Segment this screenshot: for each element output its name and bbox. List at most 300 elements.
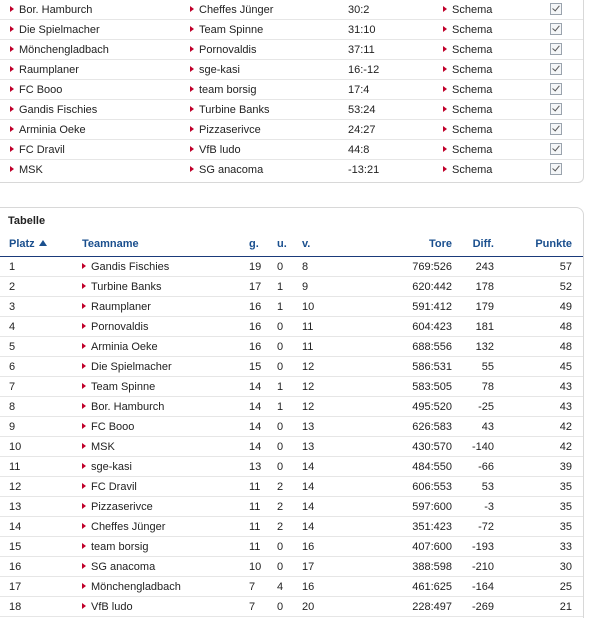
schema-label: Schema — [452, 104, 493, 116]
link-arrow-icon — [10, 46, 14, 52]
rank-cell: 4 — [9, 321, 16, 333]
team-name: Die Spielmacher — [91, 361, 172, 373]
goals-cell: 430:570 — [412, 441, 452, 453]
draws-cell: 0 — [277, 441, 284, 453]
draws-cell: 0 — [277, 561, 284, 573]
goals-cell: 586:531 — [412, 361, 452, 373]
points-cell: 52 — [559, 281, 572, 293]
link-arrow-icon — [443, 26, 447, 32]
team-name: Raumplaner — [91, 301, 151, 313]
link-arrow-icon — [10, 126, 14, 132]
link-arrow-icon — [82, 503, 86, 509]
away-team-name: VfB ludo — [199, 144, 241, 156]
games-cell: 7 — [249, 581, 256, 593]
table-row — [0, 397, 583, 417]
diff-cell: -210 — [471, 561, 494, 573]
diff-cell: 53 — [481, 481, 494, 493]
standings-body — [0, 257, 583, 617]
fixture-row — [0, 140, 583, 160]
home-team-name: Gandis Fischies — [19, 104, 98, 116]
table-row — [0, 357, 583, 377]
table-row — [0, 577, 583, 597]
rank-cell: 5 — [9, 341, 16, 353]
losses-cell: 10 — [302, 301, 315, 313]
home-team-name: Arminia Oeke — [19, 124, 86, 136]
link-arrow-icon — [82, 423, 86, 429]
games-cell: 14 — [249, 421, 262, 433]
link-arrow-icon — [82, 283, 86, 289]
link-arrow-icon — [190, 166, 194, 172]
games-cell: 14 — [249, 401, 262, 413]
link-arrow-icon — [190, 146, 194, 152]
losses-cell: 11 — [302, 341, 314, 353]
games-cell: 13 — [249, 461, 262, 473]
team-name: Team Spinne — [91, 381, 156, 393]
link-arrow-icon — [82, 443, 86, 449]
link-arrow-icon — [10, 146, 14, 152]
home-team-link[interactable] — [10, 84, 62, 96]
games-cell: 11 — [249, 521, 261, 533]
table-row — [0, 557, 583, 577]
away-team-name: Pizzaserivce — [199, 124, 261, 136]
losses-cell: 20 — [302, 601, 315, 613]
games-cell: 10 — [249, 561, 262, 573]
match-score: 30:2 — [348, 4, 370, 16]
goals-cell: 606:553 — [412, 481, 452, 493]
rank-cell: 15 — [9, 541, 22, 553]
away-team-name: Turbine Banks — [199, 104, 270, 116]
rank-cell: 11 — [9, 461, 21, 473]
team-name: SG anacoma — [91, 561, 156, 573]
goals-cell: 461:625 — [412, 581, 452, 593]
goals-cell: 591:412 — [412, 301, 452, 313]
draws-cell: 2 — [277, 501, 284, 513]
games-cell: 17 — [249, 281, 262, 293]
team-name: sge-kasi — [91, 461, 132, 473]
points-cell: 42 — [559, 421, 572, 433]
rank-cell: 18 — [9, 601, 22, 613]
losses-cell: 16 — [302, 541, 315, 553]
points-cell: 25 — [559, 581, 572, 593]
away-team-link[interactable] — [190, 164, 263, 176]
losses-cell: 13 — [302, 421, 315, 433]
team-link[interactable] — [82, 401, 164, 413]
checkbox-icon[interactable] — [550, 123, 562, 135]
home-team-name: Raumplaner — [19, 64, 79, 76]
points-cell: 48 — [559, 341, 572, 353]
diff-cell: -72 — [478, 521, 494, 533]
link-arrow-icon — [82, 563, 86, 569]
table-row — [0, 517, 583, 537]
team-name: Bor. Hamburch — [91, 401, 165, 413]
team-name: Pizzaserivce — [91, 501, 153, 513]
schema-link[interactable] — [443, 24, 492, 36]
table-row — [0, 317, 583, 337]
link-arrow-icon — [82, 303, 86, 309]
goals-cell: 769:526 — [412, 261, 452, 273]
draws-cell: 2 — [277, 481, 284, 493]
link-arrow-icon — [10, 106, 14, 112]
games-cell: 19 — [249, 261, 262, 273]
draws-cell: 0 — [277, 361, 284, 373]
link-arrow-icon — [82, 263, 86, 269]
team-name: Arminia Oeke — [91, 341, 158, 353]
rank-cell: 13 — [9, 501, 22, 513]
draws-cell: 0 — [277, 321, 284, 333]
link-arrow-icon — [82, 603, 86, 609]
link-arrow-icon — [190, 46, 194, 52]
checkbox-icon[interactable] — [550, 163, 562, 175]
link-arrow-icon — [82, 523, 86, 529]
team-link[interactable] — [82, 341, 158, 353]
team-link[interactable] — [82, 261, 169, 273]
points-cell: 57 — [559, 261, 572, 273]
link-arrow-icon — [82, 543, 86, 549]
draws-cell: 0 — [277, 601, 284, 613]
losses-cell: 16 — [302, 581, 315, 593]
link-arrow-icon — [443, 146, 447, 152]
away-team-link[interactable] — [190, 64, 240, 76]
home-team-link[interactable] — [10, 164, 43, 176]
table-row — [0, 537, 583, 557]
team-name: MSK — [91, 441, 115, 453]
away-team-link[interactable] — [190, 104, 270, 116]
checkbox-icon[interactable] — [550, 3, 562, 15]
sort-points-header[interactable]: Punkte — [535, 238, 572, 250]
team-link[interactable] — [82, 441, 115, 453]
rank-cell: 12 — [9, 481, 22, 493]
away-team-link[interactable] — [190, 4, 273, 16]
link-arrow-icon — [10, 26, 14, 32]
losses-cell: 13 — [302, 441, 315, 453]
draws-cell: 1 — [277, 401, 284, 413]
checkbox-icon[interactable] — [550, 103, 562, 115]
away-team-name: sge-kasi — [199, 64, 240, 76]
games-cell: 15 — [249, 361, 262, 373]
table-row — [0, 337, 583, 357]
home-team-name: Bor. Hamburch — [19, 4, 93, 16]
rank-cell: 16 — [9, 561, 22, 573]
diff-cell: 43 — [481, 421, 494, 433]
team-link[interactable] — [82, 421, 134, 433]
sort-games-header[interactable]: g. — [249, 238, 259, 250]
fixtures-list — [0, 0, 584, 183]
team-link[interactable] — [82, 461, 132, 473]
schema-label: Schema — [452, 24, 493, 36]
away-team-link[interactable] — [190, 124, 261, 136]
points-cell: 49 — [559, 301, 572, 313]
home-team-link[interactable] — [10, 144, 65, 156]
link-arrow-icon — [443, 106, 447, 112]
draws-cell: 2 — [277, 521, 284, 533]
checkbox-icon[interactable] — [550, 143, 562, 155]
games-cell: 16 — [249, 301, 262, 313]
diff-cell: 132 — [475, 341, 494, 353]
points-cell: 45 — [559, 361, 572, 373]
schema-link[interactable] — [443, 104, 492, 116]
diff-cell: 55 — [481, 361, 494, 373]
away-team-link[interactable] — [190, 24, 263, 36]
schema-label: Schema — [452, 164, 493, 176]
rank-cell: 7 — [9, 381, 16, 393]
points-cell: 33 — [559, 541, 572, 553]
link-arrow-icon — [443, 126, 447, 132]
draws-cell: 1 — [277, 381, 284, 393]
team-name: FC Booo — [91, 421, 135, 433]
sort-goals-header[interactable]: Tore — [428, 238, 452, 250]
rank-cell: 8 — [9, 401, 16, 413]
away-team-link[interactable] — [190, 84, 256, 96]
losses-cell: 12 — [302, 401, 315, 413]
team-link[interactable] — [82, 521, 165, 533]
points-cell: 39 — [559, 461, 572, 473]
draws-cell: 4 — [277, 581, 284, 593]
standings-title: Tabelle — [8, 215, 46, 227]
link-arrow-icon — [443, 166, 447, 172]
schema-link[interactable] — [443, 144, 492, 156]
goals-cell: 407:600 — [412, 541, 452, 553]
fixture-row — [0, 120, 583, 140]
diff-cell: 178 — [475, 281, 494, 293]
goals-cell: 388:598 — [412, 561, 452, 573]
fixture-row — [0, 60, 583, 80]
points-cell: 30 — [559, 561, 572, 573]
games-cell: 11 — [249, 541, 261, 553]
team-name: VfB ludo — [91, 601, 133, 613]
schema-label: Schema — [452, 84, 493, 96]
draws-cell: 0 — [277, 421, 284, 433]
link-arrow-icon — [10, 166, 14, 172]
fixture-row — [0, 0, 583, 20]
table-row — [0, 497, 583, 517]
away-team-name: SG anacoma — [199, 164, 264, 176]
standings-header — [0, 236, 583, 257]
link-arrow-icon — [82, 343, 86, 349]
link-arrow-icon — [82, 383, 86, 389]
diff-cell: 179 — [475, 301, 494, 313]
link-arrow-icon — [82, 403, 86, 409]
draws-cell: 0 — [277, 341, 284, 353]
games-cell: 14 — [249, 441, 262, 453]
team-link[interactable] — [82, 501, 153, 513]
games-cell: 16 — [249, 321, 262, 333]
link-arrow-icon — [82, 463, 86, 469]
match-score: 44:8 — [348, 144, 370, 156]
table-row — [0, 417, 583, 437]
platz-header-label: Platz — [9, 238, 35, 250]
schema-link[interactable] — [443, 64, 492, 76]
checkbox-icon[interactable] — [550, 63, 562, 75]
losses-cell: 12 — [302, 381, 315, 393]
fixture-row — [0, 20, 583, 40]
goals-cell: 484:550 — [412, 461, 452, 473]
sort-losses-header[interactable]: v. — [302, 238, 311, 250]
home-team-name: FC Booo — [19, 84, 63, 96]
link-arrow-icon — [443, 66, 447, 72]
away-team-name: team borsig — [199, 84, 257, 96]
points-cell: 42 — [559, 441, 572, 453]
rank-cell: 2 — [9, 281, 16, 293]
schema-label: Schema — [452, 144, 493, 156]
schema-label: Schema — [452, 124, 493, 136]
team-name: FC Dravil — [91, 481, 137, 493]
link-arrow-icon — [443, 86, 447, 92]
home-team-name: Die Spielmacher — [19, 24, 100, 36]
draws-cell: 1 — [277, 301, 284, 313]
team-link[interactable] — [82, 381, 155, 393]
table-row — [0, 597, 583, 617]
goals-cell: 351:423 — [412, 521, 452, 533]
table-row — [0, 477, 583, 497]
diff-cell: -164 — [471, 581, 494, 593]
table-row — [0, 297, 583, 317]
home-team-link[interactable] — [10, 64, 79, 76]
draws-cell: 0 — [277, 261, 284, 273]
home-team-link[interactable] — [10, 4, 92, 16]
team-link[interactable] — [82, 601, 133, 613]
fixture-row — [0, 80, 583, 100]
rank-cell: 17 — [9, 581, 22, 593]
losses-cell: 11 — [302, 321, 314, 333]
away-team-link[interactable] — [190, 44, 256, 56]
rank-cell: 14 — [9, 521, 22, 533]
team-name: team borsig — [91, 541, 149, 553]
team-link[interactable] — [82, 281, 162, 293]
team-link[interactable] — [82, 541, 148, 553]
team-link[interactable] — [82, 361, 172, 373]
points-cell: 35 — [559, 481, 572, 493]
fixture-row — [0, 160, 583, 180]
draws-cell: 0 — [277, 541, 284, 553]
games-cell: 16 — [249, 341, 262, 353]
home-team-link[interactable] — [10, 44, 109, 56]
link-arrow-icon — [190, 6, 194, 12]
link-arrow-icon — [190, 86, 194, 92]
diff-cell: 181 — [475, 321, 494, 333]
diff-cell: 78 — [481, 381, 494, 393]
link-arrow-icon — [190, 66, 194, 72]
team-link[interactable] — [82, 481, 137, 493]
fixture-row — [0, 100, 583, 120]
losses-cell: 14 — [302, 521, 315, 533]
losses-cell: 14 — [302, 501, 315, 513]
team-name: Gandis Fischies — [91, 261, 170, 273]
points-cell: 35 — [559, 501, 572, 513]
table-row — [0, 377, 583, 397]
draws-cell: 0 — [277, 461, 284, 473]
away-team-name: Pornovaldis — [199, 44, 257, 56]
sort-team-header[interactable]: Teamname — [82, 238, 139, 250]
match-score: 16:-12 — [348, 64, 380, 76]
away-team-link[interactable] — [190, 144, 241, 156]
goals-cell: 626:583 — [412, 421, 452, 433]
checkbox-icon[interactable] — [550, 23, 562, 35]
points-cell: 43 — [559, 381, 572, 393]
match-score: 53:24 — [348, 104, 376, 116]
losses-cell: 12 — [302, 361, 315, 373]
match-score: 37:11 — [348, 44, 375, 56]
rank-cell: 10 — [9, 441, 22, 453]
team-link[interactable] — [82, 321, 148, 333]
team-link[interactable] — [82, 581, 181, 593]
games-cell: 11 — [249, 481, 261, 493]
team-link[interactable] — [82, 301, 151, 313]
schema-link[interactable] — [443, 84, 492, 96]
points-cell: 21 — [559, 601, 572, 613]
sort-diff-header[interactable]: Diff. — [472, 238, 494, 250]
checkbox-icon[interactable] — [550, 43, 562, 55]
checkbox-icon[interactable] — [550, 83, 562, 95]
fixture-row — [0, 40, 583, 60]
match-score: 17:4 — [348, 84, 370, 96]
link-arrow-icon — [443, 46, 447, 52]
losses-cell: 9 — [302, 281, 309, 293]
goals-cell: 228:497 — [412, 601, 452, 613]
link-arrow-icon — [443, 6, 447, 12]
points-cell: 48 — [559, 321, 572, 333]
diff-cell: -269 — [471, 601, 494, 613]
diff-cell: -66 — [478, 461, 494, 473]
goals-cell: 597:600 — [412, 501, 452, 513]
table-row — [0, 277, 583, 297]
schema-label: Schema — [452, 44, 493, 56]
diff-cell: -140 — [471, 441, 494, 453]
schema-link[interactable] — [443, 164, 492, 176]
team-name: Mönchengladbach — [91, 581, 181, 593]
diff-cell: 243 — [475, 261, 494, 273]
schema-link[interactable] — [443, 4, 492, 16]
link-arrow-icon — [82, 363, 86, 369]
games-cell: 14 — [249, 381, 262, 393]
diff-cell: -193 — [471, 541, 494, 553]
schema-link[interactable] — [443, 124, 492, 136]
home-team-link[interactable] — [10, 124, 86, 136]
goals-cell: 620:442 — [412, 281, 452, 293]
losses-cell: 14 — [302, 481, 315, 493]
schema-link[interactable] — [443, 44, 492, 56]
match-score: 31:10 — [348, 24, 376, 36]
rank-cell: 9 — [9, 421, 16, 433]
rank-cell: 1 — [9, 261, 16, 273]
away-team-name: Cheffes Jünger — [199, 4, 274, 16]
away-team-name: Team Spinne — [199, 24, 264, 36]
diff-cell: -3 — [484, 501, 494, 513]
sort-draws-header[interactable]: u. — [277, 238, 287, 250]
losses-cell: 17 — [302, 561, 315, 573]
diff-cell: -25 — [478, 401, 494, 413]
schema-label: Schema — [452, 64, 493, 76]
link-arrow-icon — [82, 483, 86, 489]
table-row — [0, 457, 583, 477]
link-arrow-icon — [190, 126, 194, 132]
team-link[interactable] — [82, 561, 155, 573]
home-team-link[interactable] — [10, 24, 100, 36]
team-name: Cheffes Jünger — [91, 521, 166, 533]
link-arrow-icon — [82, 323, 86, 329]
losses-cell: 14 — [302, 461, 315, 473]
rank-cell: 6 — [9, 361, 16, 373]
standings-table — [0, 207, 584, 618]
draws-cell: 1 — [277, 281, 284, 293]
match-score: -13:21 — [348, 164, 380, 176]
link-arrow-icon — [82, 583, 86, 589]
sort-platz-header[interactable] — [9, 238, 47, 250]
points-cell: 35 — [559, 521, 572, 533]
schema-label: Schema — [452, 4, 493, 16]
home-team-link[interactable] — [10, 104, 97, 116]
goals-cell: 583:505 — [412, 381, 452, 393]
link-arrow-icon — [10, 86, 14, 92]
